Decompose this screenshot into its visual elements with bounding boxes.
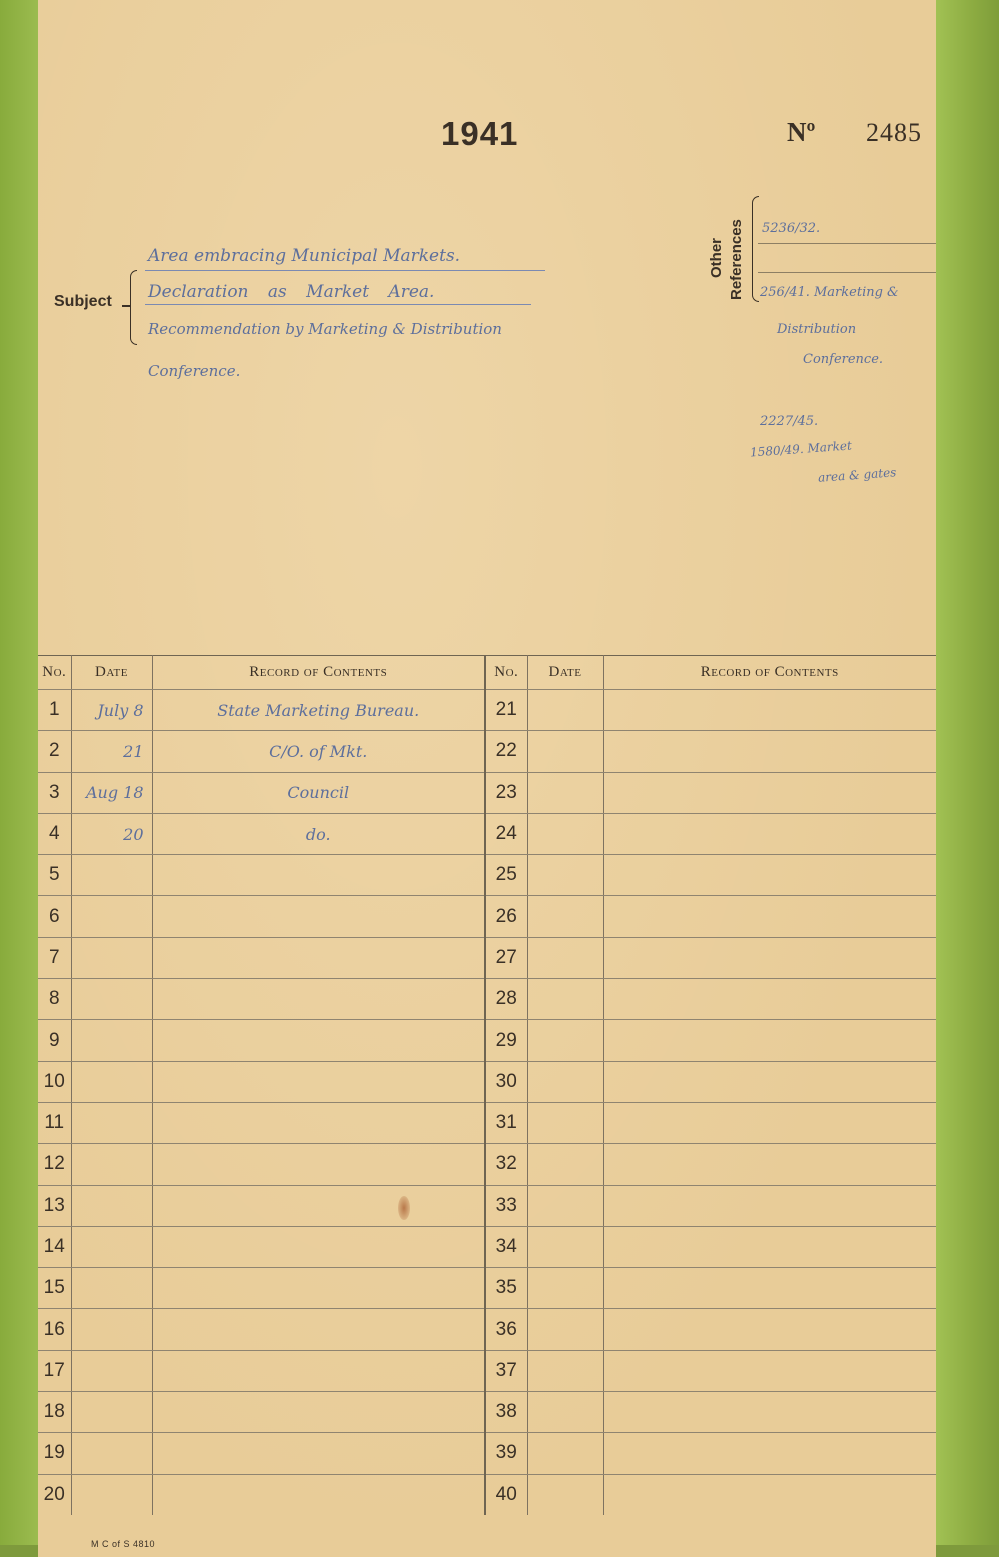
entry-date-right [527,1226,603,1267]
table-row [38,1350,936,1391]
entry-contents-left [152,1392,485,1433]
entry-date-left [71,979,152,1020]
file-year: 1941 [441,115,519,152]
entry-contents-right [603,896,936,937]
entry-number-right: 28 [485,979,527,1020]
table-row [38,1061,936,1102]
entry-date-left [71,855,152,896]
entry-number-right: 21 [485,690,527,731]
entry-date-left [71,1185,152,1226]
entry-number-right: 32 [485,1144,527,1185]
entry-contents-left [152,1433,485,1474]
other-reference-2: 256/41. Marketing & [760,285,899,300]
entry-date-left: 21 [71,731,152,772]
entry-date-left [71,1102,152,1143]
table-row [38,896,936,937]
entry-number-right: 25 [485,855,527,896]
subject-line-3: Recommendation by Marketing & Distribution [148,320,502,338]
entry-contents-right [603,1020,936,1061]
entry-number-left: 17 [38,1350,71,1391]
entry-date-right [527,1144,603,1185]
table-row [38,1309,936,1350]
entry-date-right [527,855,603,896]
entry-contents-right [603,1392,936,1433]
entry-number-right: 31 [485,1102,527,1143]
subject-label: Subject [54,293,112,310]
entry-date-right [527,1309,603,1350]
entry-number-left: 13 [38,1185,71,1226]
entry-number-left: 14 [38,1226,71,1267]
table-row [38,1226,936,1267]
entry-number-left: 6 [38,896,71,937]
entry-number-left: 1 [38,690,71,731]
table-row [38,855,936,896]
subject-underline-2 [145,304,531,305]
entry-date-left [71,1350,152,1391]
table-row [38,1144,936,1185]
entry-date-right [527,731,603,772]
table-row [38,1433,936,1474]
entry-contents-left [152,1185,485,1226]
entry-date-left [71,1474,152,1515]
entry-number-right: 27 [485,937,527,978]
header-date-right: Date [527,656,603,690]
entry-contents-right [603,1102,936,1143]
entry-number-left: 20 [38,1474,71,1515]
table-row [38,1020,936,1061]
table-row [38,1392,936,1433]
entry-contents-left [152,1474,485,1515]
cover-left-edge [0,0,40,1557]
entry-date-right [527,1474,603,1515]
entry-date-left: 20 [71,813,152,854]
subject-underline-1 [145,270,545,271]
entry-contents-right [603,772,936,813]
entry-number-left: 12 [38,1144,71,1185]
entry-date-right [527,896,603,937]
entry-date-right [527,813,603,854]
entry-number-left: 2 [38,731,71,772]
entry-contents-right [603,1144,936,1185]
other-references-label-line2: References [728,219,745,300]
entry-contents-right [603,1474,936,1515]
subject-brace [130,270,137,345]
entry-number-left: 9 [38,1020,71,1061]
entry-date-left [71,1061,152,1102]
entry-date-right [527,1102,603,1143]
contents-register-table [38,655,936,1515]
entry-contents-right [603,731,936,772]
subject-brace-tip [122,305,130,307]
entry-contents-right [603,855,936,896]
entry-date-left [71,896,152,937]
entry-date-right [527,937,603,978]
entry-date-right [527,690,603,731]
table-row [38,1102,936,1143]
entry-number-right: 22 [485,731,527,772]
entry-date-right [527,979,603,1020]
reference-rule-1 [758,243,936,244]
entry-number-right: 40 [485,1474,527,1515]
table-row [38,979,936,1020]
entry-contents-left [152,1061,485,1102]
table-header-row [38,656,936,690]
reference-rule-2 [758,272,936,273]
entry-number-right: 39 [485,1433,527,1474]
cover-right-edge [935,0,999,1557]
table-row [38,731,936,772]
entry-contents-left [152,1268,485,1309]
entry-date-right [527,1185,603,1226]
entry-number-right: 26 [485,896,527,937]
other-references-brace [752,196,759,302]
entry-number-left: 19 [38,1433,71,1474]
entry-date-left [71,1309,152,1350]
entry-date-right [527,1020,603,1061]
entry-number-right: 37 [485,1350,527,1391]
entry-date-left [71,937,152,978]
entry-number-left: 11 [38,1102,71,1143]
entry-contents-left [152,979,485,1020]
entry-date-left [71,1226,152,1267]
other-references-label-line1: Other [708,237,725,278]
table-row [38,1185,936,1226]
printer-code: M C of S 4810 [91,1539,156,1549]
entry-contents-right [603,1309,936,1350]
entry-contents-right [603,1433,936,1474]
entry-number-right: 29 [485,1020,527,1061]
entry-contents-left [152,1144,485,1185]
entry-number-right: 23 [485,772,527,813]
entry-date-left [71,1392,152,1433]
entry-number-left: 15 [38,1268,71,1309]
header-contents-right: Record of Contents [603,656,936,690]
entry-contents-left: C/O. of Mkt. [152,731,485,772]
entry-date-right [527,1392,603,1433]
entry-contents-left [152,1350,485,1391]
entry-number-right: 33 [485,1185,527,1226]
entry-contents-right [603,937,936,978]
entry-contents-right [603,1226,936,1267]
other-reference-3: Distribution [777,322,857,337]
other-reference-5: 2227/45. [760,414,819,429]
table-row [38,1474,936,1515]
entry-contents-left [152,1309,485,1350]
table-row [38,937,936,978]
entry-number-left: 10 [38,1061,71,1102]
entry-contents-left [152,855,485,896]
entry-contents-right [603,1185,936,1226]
entry-number-left: 18 [38,1392,71,1433]
entry-contents-right [603,1061,936,1102]
entry-contents-right [603,1350,936,1391]
file-number-label: Nº [787,117,816,147]
entry-number-right: 30 [485,1061,527,1102]
table-row [38,690,936,731]
table-row [38,1268,936,1309]
entry-number-right: 36 [485,1309,527,1350]
entry-contents-left [152,1226,485,1267]
entry-number-right: 34 [485,1226,527,1267]
entry-contents-left: Council [152,772,485,813]
subject-line-4: Conference. [148,362,241,380]
entry-date-right [527,1061,603,1102]
entry-date-left [71,1433,152,1474]
entry-contents-left [152,937,485,978]
header-no-right: No. [485,656,527,690]
entry-number-left: 7 [38,937,71,978]
other-reference-4: Conference. [803,352,884,367]
entry-number-left: 8 [38,979,71,1020]
entry-number-left: 3 [38,772,71,813]
other-reference-1: 5236/32. [762,221,821,236]
subject-line-1: Area embracing Municipal Markets. [148,246,461,266]
entry-date-left: Aug 18 [71,772,152,813]
entry-contents-right [603,979,936,1020]
header-date-left: Date [71,656,152,690]
entry-number-right: 24 [485,813,527,854]
table-row [38,813,936,854]
table-row [38,772,936,813]
entry-date-left [71,1020,152,1061]
entry-contents-left: do. [152,813,485,854]
entry-date-left [71,1268,152,1309]
entry-date-right [527,1350,603,1391]
entry-contents-left [152,1102,485,1143]
entry-contents-left [152,896,485,937]
entry-date-left [71,1144,152,1185]
subject-line-2: Declaration as Market Area. [148,282,435,302]
entry-number-right: 35 [485,1268,527,1309]
entry-date-left: July 8 [71,690,152,731]
header-contents-left: Record of Contents [152,656,485,690]
entry-number-right: 38 [485,1392,527,1433]
entry-number-left: 4 [38,813,71,854]
entry-number-left: 16 [38,1309,71,1350]
entry-number-left: 5 [38,855,71,896]
entry-date-right [527,1433,603,1474]
header-no-left: No. [38,656,71,690]
paper-stain [398,1196,410,1220]
entry-date-right [527,772,603,813]
entry-contents-left [152,1020,485,1061]
entry-contents-right [603,1268,936,1309]
entry-contents-left: State Marketing Bureau. [152,690,485,731]
other-references-label [700,200,750,300]
entry-contents-right [603,690,936,731]
other-reference-6: 1580/49. Market [749,438,853,460]
entry-contents-right [603,813,936,854]
file-number: 2485 [866,118,922,147]
entry-date-right [527,1268,603,1309]
other-reference-7: area & gates [817,465,897,485]
